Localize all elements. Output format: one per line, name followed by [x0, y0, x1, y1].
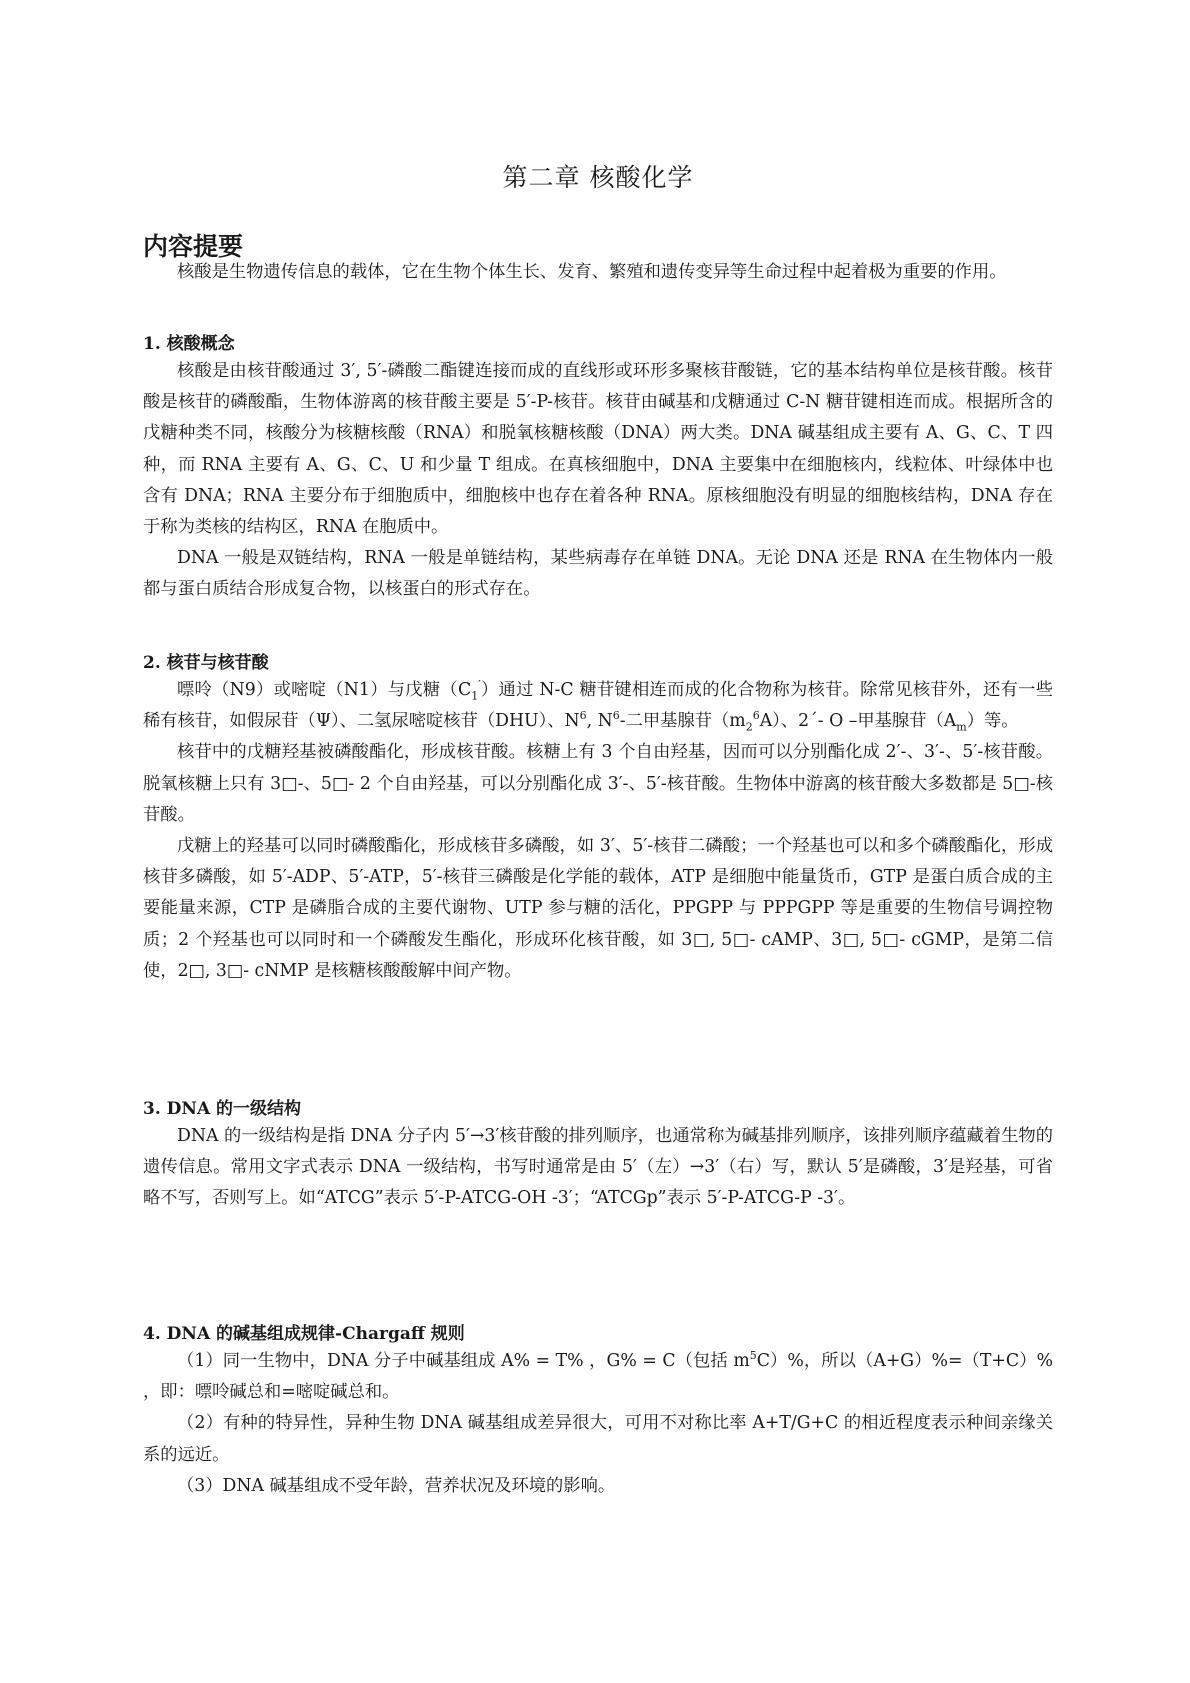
section-1: [143, 332, 1053, 606]
text-run: ）通过 N-C 糖苷键相连而成的化合物称为核苷。除常见核苷外，还有一些稀有核苷，如假尿苷（Ψ）、二氢尿嘧啶核苷（DHU）、N: [143, 680, 1053, 732]
intro-block: [143, 257, 1053, 288]
section-4-heading: 4. DNA 的碱基组成规律-Chargaff 规则: [143, 1324, 465, 1344]
section-title: 内容提要: [143, 232, 244, 261]
subscript: 1: [471, 689, 479, 703]
section-2: [143, 651, 1053, 987]
chapter-title: 第二章 核酸化学: [502, 163, 694, 192]
section-2-heading: 2. 核苷与核苷酸: [143, 653, 269, 673]
text-run: -二甲基腺苷（m: [619, 711, 746, 732]
paragraph: 核苷中的戊糖羟基被磷酸酯化，形成核苷酸。核糖上有 3 个自由羟基，因而可以分别酯化成 2′-、3′-、5′-核苷酸。脱氧核糖上只有 3□-、5□- 2 个自由羟基，可以分别酯化成 3′-、5′-核苷酸。生物体中游离的核苷酸大多数都是 5□-核苷酸。: [143, 742, 1053, 825]
subscript: m: [956, 720, 967, 734]
section-3-heading: 3. DNA 的一级结构: [143, 1099, 302, 1119]
subscript: 2: [745, 720, 753, 734]
superscript: ′: [478, 678, 481, 692]
text-run: , N: [586, 711, 613, 732]
text-run: C）%，所以（A+G）%=（T+C）% ，即：嘌呤碱总和=嘧啶碱总和。: [143, 1351, 1053, 1403]
paragraph: 核酸是由核苷酸通过 3′, 5′-磷酸二酯键连接而成的直线形或环形多聚核苷酸链，它的基本结构单位是核苷酸。核苷酸是核苷的磷酸酯，生物体游离的核苷酸主要是 5′-P-核苷。核苷由碱基和戊糖通过 C-N 糖苷键相连而成。根据所含的戊糖种类不同，核酸分为核糖核酸（RNA）和脱氧核糖核酸（DNA）两大类。DNA 碱基组成主要有 A、G、C、T 四种，而 RNA 主要有 A、G、C、U 和少量 T 组成。在真核细胞中，DNA 主要集中在细胞核内，线粒体、叶绿体中也含有 DNA；RNA 主要分布于细胞质中，细胞核中也存在着各种 RNA。原核细胞没有明显的细胞核结构，DNA 存在于称为类核的结构区，RNA 在胞质中。: [143, 361, 1053, 538]
paragraph: 戊糖上的羟基可以同时磷酸酯化，形成核苷多磷酸，如 3′、5′-核苷二磷酸；一个羟基也可以和多个磷酸酯化，形成核苷多磷酸，如 5′-ADP、5′-ATP，5′-核苷三磷酸是化学能的载体，ATP 是细胞中能量货币，GTP 是蛋白质合成的主要能量来源，CTP 是磷脂合成的主要代谢物、UTP 参与糖的活化，PPGPP 与 PPPGPP 等是重要的生物信号调控物质；2 个羟基也可以同时和一个磷酸发生酯化，形成环化核苷酸，如 3□, 5□- cAMP、3□, 5□- cGMP，是第二信使，2□, 3□- cNMP 是核糖核酸酸解中间产物。: [143, 836, 1053, 981]
intro-paragraph: 核酸是生物遗传信息的载体，它在生物个体生长、发育、繁殖和遗传变异等生命过程中起着极为重要的作用。: [177, 262, 1007, 282]
text-run: 嘌呤（N9）或嘧啶（N1）与戊糖（C: [177, 680, 472, 700]
chargaff-rule-2: （2）有种的特异性，异种生物 DNA 碱基组成差异很大，可用不对称比率 A+T/G+C 的相近程度表示种间亲缘关系的远近。: [143, 1413, 1053, 1465]
text-run: （1）同一生物中，DNA 分子中碱基组成 A% = T% ，G% = C（包括 m: [177, 1351, 750, 1371]
chargaff-rule-1: [143, 1346, 1053, 1408]
text-run: A）、2´- O –甲基腺苷（A: [759, 711, 957, 732]
paragraph-nucleoside-definition: [143, 675, 1053, 737]
superscript: 6: [612, 709, 620, 723]
superscript: 5: [749, 1349, 757, 1363]
section-3: [143, 1097, 1053, 1215]
superscript: 6: [752, 709, 760, 723]
section-4: [143, 1322, 1053, 1502]
text-run: ）等。: [966, 711, 1019, 732]
paragraph: DNA 一般是双链结构，RNA 一般是单链结构，某些病毒存在单链 DNA。无论 DNA 还是 RNA 在生物体内一般都与蛋白质结合形成复合物，以核蛋白的形式存在。: [143, 548, 1053, 600]
superscript: 6: [579, 709, 587, 723]
chargaff-rule-3: （3）DNA 碱基组成不受年龄，营养状况及环境的影响。: [177, 1475, 616, 1496]
paragraph: DNA 的一级结构是指 DNA 分子内 5′→3′核苷酸的排列顺序，也通常称为碱基排列顺序，该排列顺序蕴藏着生物的遗传信息。常用文字式表示 DNA 一级结构，书写时通常是由 5′（左）→3′（右）写，默认 5′是磷酸，3′是羟基，可省略不写，否则写上。如“ATCG”表示 5′-P-ATCG-OH -3′；“ATCGp”表示 5′-P-ATCG-P -3′。: [143, 1126, 1053, 1209]
section-1-heading: 1. 核酸概念: [143, 334, 235, 354]
